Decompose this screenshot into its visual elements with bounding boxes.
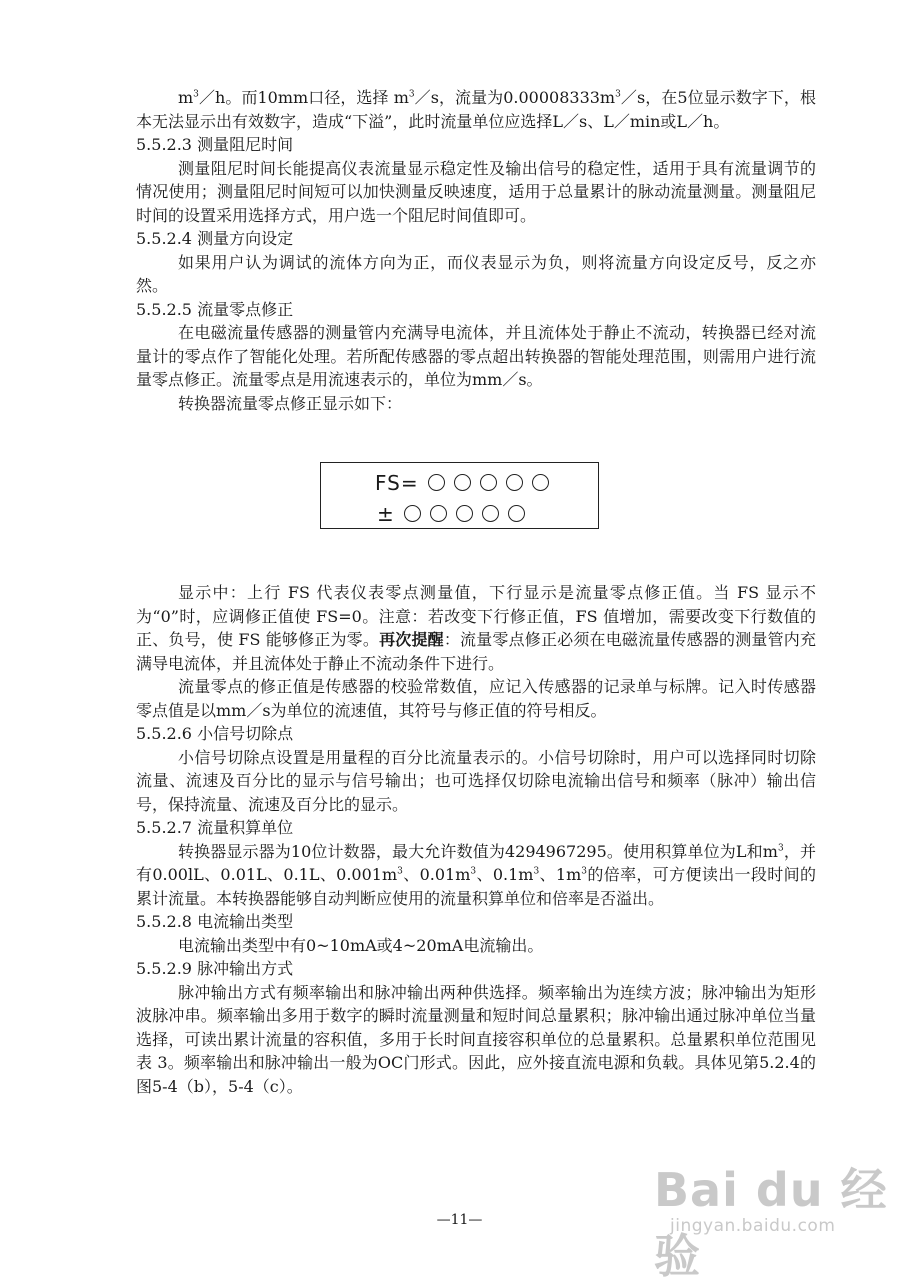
zero-correction-display <box>320 462 599 529</box>
paragraph: 小信号切除点设置是用量程的百分比流量表示的。小信号切除时，用户可以选择同时切除流量、流速及百分比的显示与信号输出；也可选择仅切除电流输出信号和频率（脉冲）输出信号，保持流量、流速及百分比的显示。 <box>136 747 816 814</box>
section-heading: 5.5.2.6 小信号切除点 <box>136 724 294 743</box>
paragraph: 测量阻尼时间长能提高仪表流量显示稳定性及输出信号的稳定性，适用于具有流量调节的情况使用；测量阻尼时间短可以加快测量反映速度，适用于总量累计的脉动流量测量。测量阻尼时间的设置采用选择方式，用户选一个阻尼时间值即可。 <box>136 158 816 225</box>
paragraph: 电流输出类型中有0~10mA或4~20mA电流输出。 <box>178 935 544 955</box>
paragraph: 显示中：上行 FS 代表仪表零点测量值，下行显示是流量零点修正值。当 FS 显示不为“0”时，应调修正值使 FS=0。注意：若改变下行修正值，FS 值增加，需要改变下行数值的正、负号，使 FS 能够修正为零。再次提醒：流量零点修正必须在电磁流量传感器的测量管内充满导电流体，并且流体处于静止不流动条件下进行。 <box>136 583 816 673</box>
sign-label: ± <box>377 502 395 526</box>
paragraph: 在电磁流量传感器的测量管内充满导电流体，并且流体处于静止不流动，转换器已经对流量计的零点作了智能化处理。若所配传感器的零点超出转换器的智能处理范围，则需用户进行流量零点修正。流量零点是用流速表示的，单位为mm／s。 <box>136 323 816 389</box>
fs-row <box>375 471 549 495</box>
paragraph: 流量零点的修正值是传感器的校验常数值，应记入传感器的记录单与标牌。记入时传感器零点值是以mm／s为单位的流速值，其符号与修正值的符号相反。 <box>136 677 816 720</box>
digit-circle <box>428 474 445 491</box>
section-heading: 5.5.2.4 测量方向设定 <box>136 229 294 248</box>
watermark-brand: Bai du 经验 <box>654 1163 888 1283</box>
digit-circle <box>430 505 447 522</box>
paragraph: $m^3/h$。而10mm口径，选择 $m^3/s$，流量为$0.00008333m^3/s$，在5位显示数字下，根本无法显示出有效数字，造成“下溢”，此时流量单位应选择L／s、L／min或L／h。 <box>136 88 816 131</box>
section-heading: 5.5.2.7 流量积算单位 <box>136 818 294 837</box>
section-heading: 5.5.2.9 脉冲输出方式 <box>136 959 294 978</box>
section-heading: 5.5.2.3 测量阻尼时间 <box>136 135 294 154</box>
digit-circle <box>404 505 421 522</box>
correction-row <box>377 502 525 526</box>
paragraph: 脉冲输出方式有频率输出和脉冲输出两种供选择。频率输出为连续方波；脉冲输出为矩形波脉冲串。频率输出多用于数字的瞬时流量测量和短时间总量累积；脉冲输出通过脉冲单位当量选择，可读出累计流量的容积值，多用于长时间直接容积单位的总量累积。总量累积单位范围见表 3。频率输出和脉冲输出一般为OC门形式。因此，应外接直流电源和负载。具体见第5.2.4的图5-4（b），5-4（c）。 <box>136 982 816 1096</box>
paragraph: 转换器显示器为10位计数器，最大允许数值为4294967295。使用积算单位为L和$m^3$，并有0.00lL、0.01L、0.1L、$0.001m^3$、$0.01m^3$、$0.1m^3$、$1m^3$的倍率，可方便读出一段时间的累计流量。本转换器能够自动判断应使用的流量积算单位和倍率是否溢出。 <box>136 841 816 908</box>
digit-circle <box>508 505 525 522</box>
page-number: —11— <box>436 1212 483 1228</box>
section-heading: 5.5.2.8 电流输出类型 <box>136 912 294 931</box>
digit-circle <box>456 505 473 522</box>
upper-text-block <box>136 86 816 415</box>
paragraph: 转换器流量零点修正显示如下： <box>178 393 403 413</box>
watermark-logo <box>650 1148 915 1283</box>
digit-circle <box>482 505 499 522</box>
lower-text-block <box>136 581 816 1098</box>
fs-label: FS= <box>375 471 419 495</box>
watermark-url: jingyan.baidu.com <box>670 1216 836 1236</box>
section-heading: 5.5.2.5 流量零点修正 <box>136 299 294 319</box>
digit-circle <box>480 474 497 491</box>
digit-circle <box>532 474 549 491</box>
digit-circle <box>506 474 523 491</box>
digit-circle <box>454 474 471 491</box>
paragraph: 如果用户认为调试的流体方向为正，而仪表显示为负，则将流量方向设定反号，反之亦然。 <box>136 252 816 295</box>
